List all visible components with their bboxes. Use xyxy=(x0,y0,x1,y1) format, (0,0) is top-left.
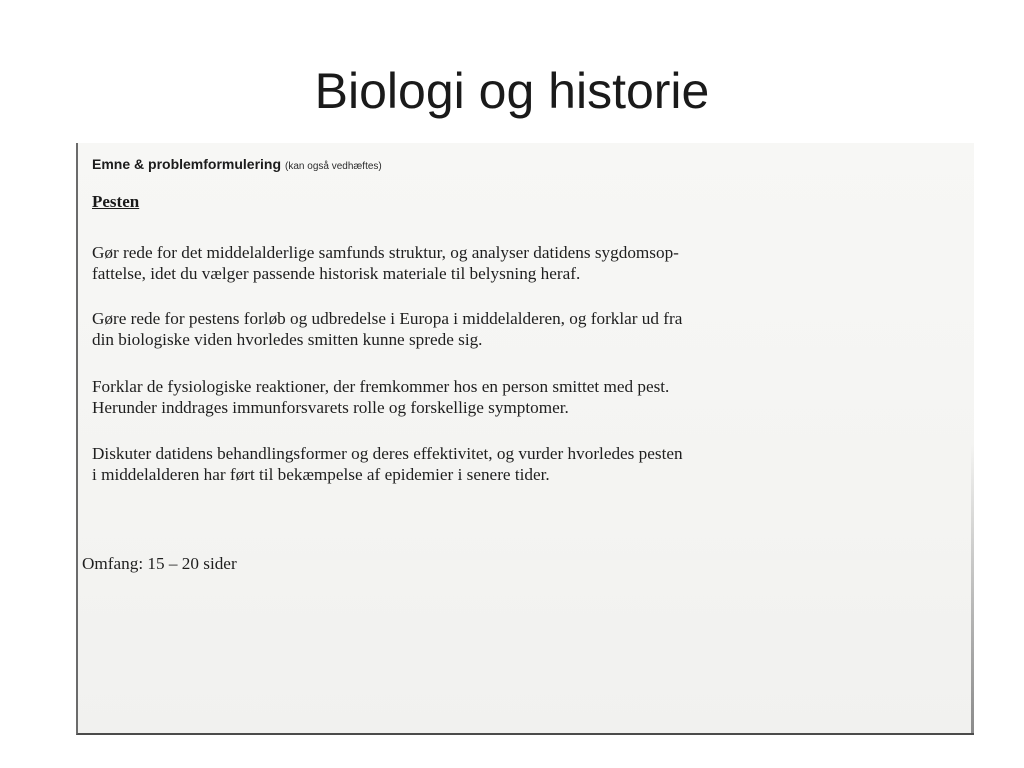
paragraph-line: Gør rede for det middelalderlige samfunds struktur, og analyser datidens sygdomsop- xyxy=(92,243,679,262)
paragraph-2 xyxy=(92,308,972,350)
paragraph-line: i middelalderen har ført til bekæmpelse af epidemier i senere tider. xyxy=(92,465,550,484)
paragraph-line: Forklar de fysiologiske reaktioner, der fremkommer hos en person smittet med pest. xyxy=(92,377,670,396)
paragraph-line: Gøre rede for pestens forløb og udbredelse i Europa i middelalderen, og forklar ud fra xyxy=(92,309,683,328)
form-field-label xyxy=(92,156,382,172)
paragraph-3 xyxy=(92,376,972,418)
slide-title: Biologi og historie xyxy=(314,63,710,119)
paragraph-line: fattelse, idet du vælger passende historisk materiale til belysning heraf. xyxy=(92,264,581,283)
paragraph-1 xyxy=(92,242,972,284)
document-heading: Pesten xyxy=(92,192,140,211)
paragraph-line: Herunder inddrages immunforsvarets rolle og forskellige symptomer. xyxy=(92,398,569,417)
scanned-document xyxy=(76,143,974,735)
scope-text: Omfang: 15 – 20 sider xyxy=(82,554,237,573)
paragraph-4 xyxy=(92,443,972,485)
form-label-note: (kan også vedhæftes) xyxy=(285,161,382,172)
paragraph-line: din biologiske viden hvorledes smitten kunne sprede sig. xyxy=(92,330,483,349)
paragraph-line: Diskuter datidens behandlingsformer og deres effektivitet, og vurder hvorledes pesten xyxy=(92,444,683,463)
form-label-text: Emne & problemformulering xyxy=(92,156,282,172)
